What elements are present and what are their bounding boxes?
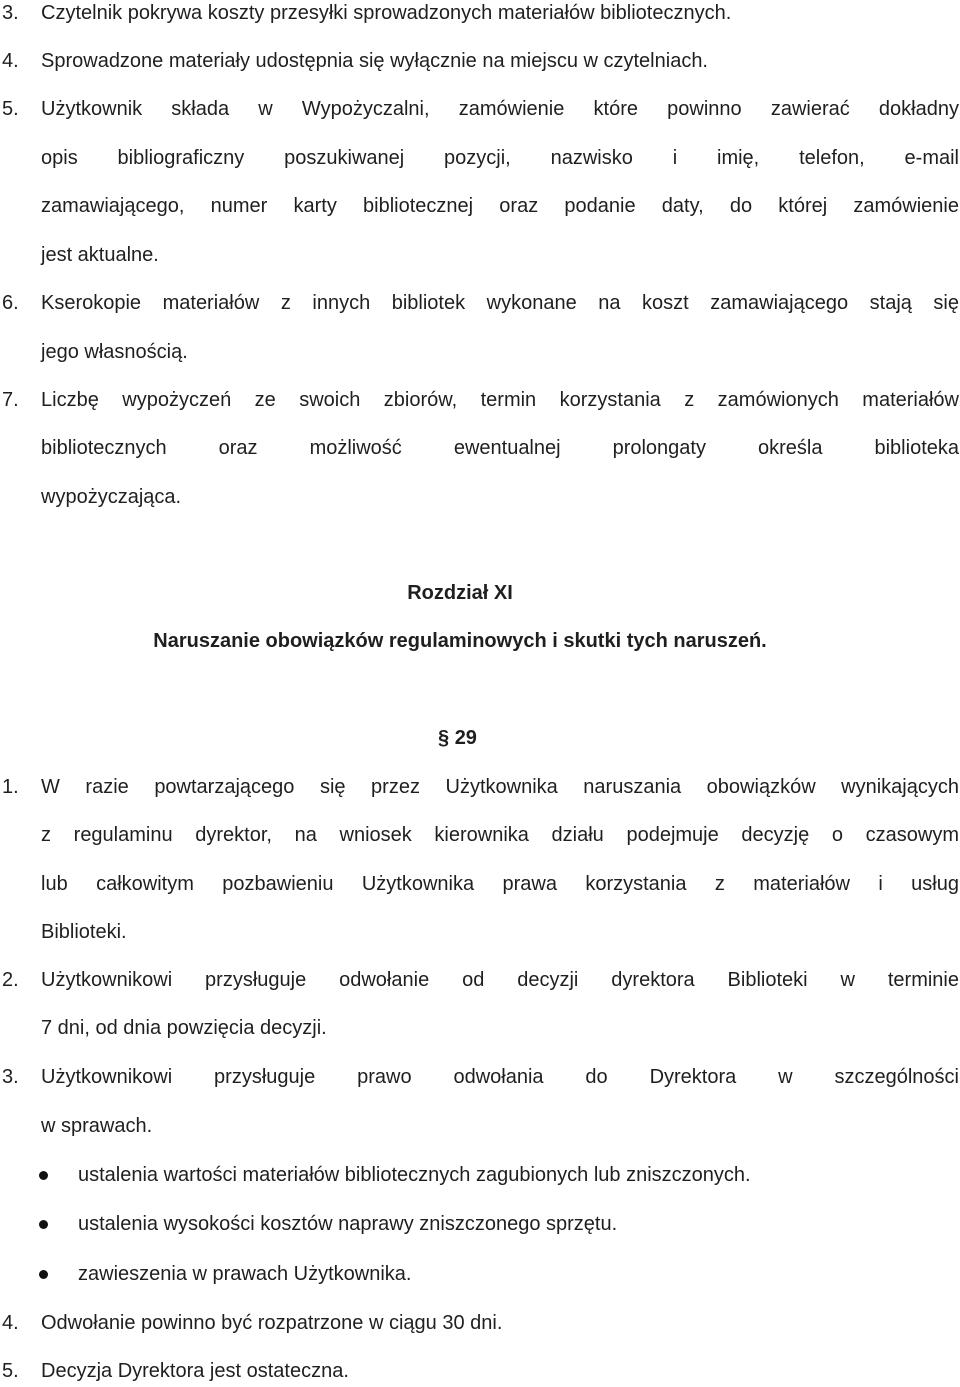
bullet-text: ustalenia wartości materiałów bibliotecznych zagubionych lub zniszczonych. <box>78 1164 751 1186</box>
item-line: Decyzja Dyrektora jest ostateczna. <box>41 1360 349 1382</box>
item-line: Czytelnik pokrywa koszty przesyłki sprowadzonych materiałów bibliotecznych. <box>41 2 732 24</box>
item-number: 6. <box>2 292 19 314</box>
chapter-title: Rozdział XI <box>407 582 513 604</box>
item-line: z regulaminu dyrektor, na wniosek kierownika działu podejmuje decyzję o czasowym <box>41 824 959 846</box>
item-number: 4. <box>2 1312 19 1334</box>
bullet-text: zawieszenia w prawach Użytkownika. <box>78 1263 412 1285</box>
chapter-subtitle: Naruszanie obowiązków regulaminowych i skutki tych naruszeń. <box>153 630 767 652</box>
item-number: 7. <box>2 389 19 411</box>
item-line: jego własnością. <box>41 341 188 363</box>
bullet-icon <box>39 1171 48 1180</box>
item-line: Liczbę wypożyczeń ze swoich zbiorów, termin korzystania z zamówionych materiałów <box>41 389 959 411</box>
item-line: w sprawach. <box>41 1115 153 1137</box>
bullet-icon <box>39 1220 48 1229</box>
item-line: bibliotecznych oraz możliwość ewentualnej prolongaty określa biblioteka <box>41 437 959 459</box>
item-line: opis bibliograficzny poszukiwanej pozycji, nazwisko i imię, telefon, e-mail <box>41 147 959 169</box>
item-line: Użytkownikowi przysługuje prawo odwołania do Dyrektora w szczególności <box>41 1066 959 1088</box>
item-number: 4. <box>2 50 19 72</box>
item-line: W razie powtarzającego się przez Użytkownika naruszania obowiązków wynikających <box>41 776 959 798</box>
bullet-icon <box>39 1270 48 1279</box>
item-line: jest aktualne. <box>41 244 159 266</box>
paragraph-number: 29 <box>454 727 477 749</box>
item-number: 5. <box>2 98 19 120</box>
item-line: Biblioteki. <box>41 921 127 943</box>
item-number: 3. <box>2 2 19 24</box>
item-line: Użytkownik składa w Wypożyczalni, zamówienie które powinno zawierać dokładny <box>41 98 959 120</box>
item-number: 1. <box>2 776 19 798</box>
item-line: Użytkownikowi przysługuje odwołanie od decyzji dyrektora Biblioteki w terminie <box>41 969 959 991</box>
item-number: 3. <box>2 1066 19 1088</box>
item-line: lub całkowitym pozbawieniu Użytkownika prawa korzystania z materiałów i usług <box>41 873 959 895</box>
item-line: Kserokopie materiałów z innych bibliotek wykonane na koszt zamawiającego stają się <box>41 292 959 314</box>
item-line: Odwołanie powinno być rozpatrzone w ciągu 30 dni. <box>41 1312 503 1334</box>
bullet-text: ustalenia wysokości kosztów naprawy zniszczonego sprzętu. <box>78 1213 618 1235</box>
paragraph-heading <box>438 726 477 750</box>
item-line: zamawiającego, numer karty bibliotecznej oraz podanie daty, do której zamówienie <box>41 195 959 217</box>
paragraph-sign: § <box>438 727 450 749</box>
item-line: wypożyczająca. <box>41 486 182 508</box>
item-number: 5. <box>2 1360 19 1382</box>
item-number: 2. <box>2 969 19 991</box>
item-line: Sprowadzone materiały udostępnia się wyłącznie na miejscu w czytelniach. <box>41 50 708 72</box>
item-line: 7 dni, od dnia powzięcia decyzji. <box>41 1017 327 1039</box>
